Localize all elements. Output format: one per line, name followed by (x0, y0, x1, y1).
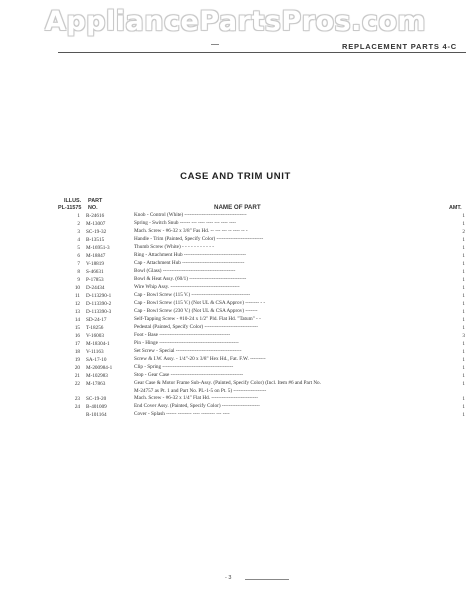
part-number: D-113390-2 (86, 301, 112, 307)
illus-number: 20 (74, 365, 80, 371)
parts-row (62, 411, 465, 419)
part-name (134, 340, 460, 348)
part-name (134, 212, 460, 220)
part-name (134, 403, 460, 411)
parts-row (62, 276, 465, 284)
parts-row (62, 316, 465, 324)
column-head-catalog: PL-11575 (58, 205, 82, 211)
part-number: V-11163 (86, 349, 104, 355)
part-number: D-113390-3 (86, 309, 112, 315)
part-name-text: Stop - Gear Case ------------------------------------------ (134, 372, 244, 378)
part-name (134, 236, 460, 244)
illus-number: 14 (74, 317, 80, 323)
part-name-text: Clip - Spring ----------------------------------------- (134, 364, 234, 370)
part-name (134, 292, 460, 300)
part-amount: 1 (462, 412, 465, 418)
parts-row (62, 268, 465, 276)
parts-row (62, 356, 465, 364)
part-name (134, 276, 460, 284)
illus-number: 23 (74, 396, 80, 402)
part-number: B-401009 (86, 404, 107, 410)
column-head-illus: ILLUS. (64, 198, 82, 204)
part-name-text: Thumb Screw (White) - - - - - - - - - - - (134, 244, 214, 250)
illus-number: 16 (74, 333, 80, 339)
parts-row (62, 228, 465, 236)
part-number: M-102983 (86, 373, 108, 379)
part-amount: 1 (462, 253, 465, 259)
parts-row (62, 380, 465, 395)
part-amount: 1 (462, 237, 465, 243)
part-amount: 1 (462, 285, 465, 291)
part-name (134, 380, 460, 395)
parts-row (62, 403, 465, 411)
part-amount: 1 (462, 269, 465, 275)
part-name (134, 228, 460, 236)
part-amount: 1 (462, 261, 465, 267)
part-number: P-17853 (86, 277, 104, 283)
part-amount: 1 (462, 325, 465, 331)
part-name-text: Pedestal (Painted, Specify Color) ------------------------------- (134, 324, 259, 330)
part-number: D-113290-1 (86, 293, 112, 299)
illus-number: 6 (77, 253, 80, 259)
part-number: D-24434 (86, 285, 105, 291)
part-number: SA-17-10 (86, 357, 107, 363)
part-amount: 1 (462, 213, 465, 219)
part-amount: 1 (462, 357, 465, 363)
part-number: V-18819 (86, 261, 104, 267)
part-amount: 1 (462, 404, 465, 410)
illus-number: 11 (75, 293, 80, 299)
part-number: M-16951-3 (86, 245, 110, 251)
part-name-text: Foot - Base ----------------------------------------- (134, 332, 231, 338)
header-rule (58, 52, 466, 53)
part-amount: 1 (462, 373, 465, 379)
part-amount: 1 (462, 341, 465, 347)
illus-number: 1 (77, 213, 80, 219)
parts-row (62, 348, 465, 356)
part-name (134, 348, 460, 356)
part-name-text: Set Screw - Special -------------------------------------- (134, 348, 242, 354)
part-name-text: Handle - Trim (Painted, Specify Color) --------------------------- (134, 236, 264, 242)
part-name-text: Spring - Switch Snub ------ --- ---- ---- --- ---- ---- (134, 220, 236, 226)
part-name-text: End Cover Assy. (Painted, Specify Color) ---------------------- (134, 403, 260, 409)
illus-number: 9 (77, 277, 80, 283)
illus-number: 2 (77, 221, 80, 227)
part-amount: 1 (462, 365, 465, 371)
parts-row (62, 284, 465, 292)
parts-row (62, 292, 465, 300)
parts-row (62, 324, 465, 332)
part-amount: 1 (462, 277, 465, 283)
part-number: SC-19-32 (86, 229, 107, 235)
part-name (134, 364, 460, 372)
parts-list (62, 212, 465, 419)
illus-number: 8 (77, 269, 80, 275)
parts-row (62, 308, 465, 316)
part-name-text: Pin - Hinge ---------------------------------------------- (134, 340, 239, 346)
part-amount: 1 (462, 396, 465, 402)
part-number: M-18847 (86, 253, 106, 259)
part-name-text: Bowl (Glass) ------------------------------------------ (134, 268, 236, 274)
part-number: S-46631 (86, 269, 104, 275)
parts-row (62, 236, 465, 244)
part-name (134, 372, 460, 380)
part-name-text: Gear Case & Motor Frame Sub-Assy. (Painted, Specify Color) (Incl. Item #6 and Part No. (134, 380, 321, 386)
parts-row (62, 300, 465, 308)
part-name (134, 316, 460, 324)
parts-row (62, 340, 465, 348)
illus-number: 24 (74, 404, 80, 410)
part-number: B-13515 (86, 237, 105, 243)
part-name-text: Screw & I.W. Assy. - 1/4"-20 x 3/8" Hex Hd., Fat. F.W. --------- (134, 356, 266, 362)
illus-number: 3 (77, 229, 80, 235)
part-amount: 1 (462, 317, 465, 323)
part-amount: 3 (462, 333, 465, 339)
part-name (134, 300, 460, 308)
part-name (134, 220, 460, 228)
footer-rule (245, 579, 289, 580)
column-head-no: NO. (88, 205, 98, 211)
illus-number: 13 (74, 309, 80, 315)
parts-row (62, 395, 465, 403)
column-head-amt: AMT. (449, 205, 462, 211)
part-number: T-18256 (86, 325, 104, 331)
illus-number: 5 (77, 245, 80, 251)
part-name (134, 356, 460, 364)
column-head-part: PART (88, 198, 103, 204)
illus-number: 22 (74, 381, 80, 387)
part-number: M-200984-1 (86, 365, 113, 371)
part-number: M-18304-1 (86, 341, 110, 347)
part-amount: 1 (462, 293, 465, 299)
part-name-text: Cap - Attachment Hub ------------------------------------ (134, 260, 245, 266)
page-number: - 3 (225, 575, 232, 581)
part-name (134, 268, 460, 276)
part-number: SC-19-20 (86, 396, 107, 402)
parts-row (62, 364, 465, 372)
part-name (134, 284, 460, 292)
illus-number: 12 (74, 301, 80, 307)
part-amount: 1 (462, 349, 465, 355)
parts-row (62, 332, 465, 340)
watermark: AppliancePartsPros.com (44, 6, 427, 37)
part-name (134, 244, 460, 252)
illus-number: 4 (77, 237, 80, 243)
part-amount: 1 (462, 381, 465, 387)
parts-row (62, 220, 465, 228)
part-name-text: Mach. Screw - #6-32 x 1/4" Flat Hd. --------------------------- (134, 395, 258, 401)
part-amount: 1 (462, 301, 465, 307)
part-name-text: Cap - Bowl Screw (115 V.) ---------------------------------- (134, 292, 251, 298)
part-name-text: Cap - Bowl Screw (115 V.) (Not UL & CSA Approv) -------- - - (134, 300, 266, 306)
part-name (134, 260, 460, 268)
part-number: V-16003 (86, 333, 104, 339)
part-number: R-24616 (86, 213, 105, 219)
header-title: REPLACEMENT PARTS 4-C (342, 42, 457, 51)
part-name (134, 332, 460, 340)
parts-row (62, 244, 465, 252)
part-amount: 1 (462, 221, 465, 227)
part-name (134, 395, 460, 403)
parts-row (62, 252, 465, 260)
section-title: CASE AND TRIM UNIT (180, 171, 291, 182)
illus-number: 18 (74, 349, 80, 355)
part-name-text: Cap - Bowl Screw (230 V.) (Not UL & CSA Approv) ------- (134, 308, 258, 314)
header-tick-mark (211, 44, 219, 45)
part-name-text: Ring - Attachment Hub ------------------------------------ (134, 252, 247, 258)
part-name-text: Mach. Screw - #6-32 x 3/8" Fas Hd. -- --- --- -- ---- -- - (134, 228, 248, 234)
part-name-text: Wire Whip Assy. ---------------------------------------- (134, 284, 240, 290)
illus-number: 10 (74, 285, 80, 291)
illus-number: 7 (77, 261, 80, 267)
part-name (134, 252, 460, 260)
part-amount: 1 (462, 309, 465, 315)
illus-number: 17 (74, 341, 80, 347)
part-number: SD-24-17 (86, 317, 107, 323)
column-head-name: NAME OF PART (214, 204, 261, 211)
part-name (134, 411, 460, 419)
illus-number: 21 (74, 373, 80, 379)
part-name-text: Knob - Control (White) ------------------------------------ (134, 212, 247, 218)
part-amount: 1 (462, 245, 465, 251)
part-number: M-17863 (86, 381, 106, 387)
parts-row (62, 212, 465, 220)
illus-number: 15 (74, 325, 80, 331)
part-number: R-101164 (86, 412, 107, 418)
part-name-text: Self-Tapping Screw - #10-24 x 1/2" Pld. Flat Hd. "Tatum" - - (134, 316, 261, 322)
part-name-text: Cover - Splash ------ -------- ---- -------- --- ---- (134, 411, 230, 417)
parts-row (62, 260, 465, 268)
parts-row (62, 372, 465, 380)
part-amount: 2 (462, 229, 465, 235)
part-name-text: Bowl & Heat Assy. (60/1) --------------------------------- (134, 276, 247, 282)
part-name (134, 324, 460, 332)
part-name (134, 308, 460, 316)
part-name-continuation: M-24757 as Pt. 1 and Part No. PL-1-5 on Pt. 5) ------------------- (134, 387, 267, 394)
illus-number: 19 (74, 357, 80, 363)
part-number: M-13007 (86, 221, 106, 227)
